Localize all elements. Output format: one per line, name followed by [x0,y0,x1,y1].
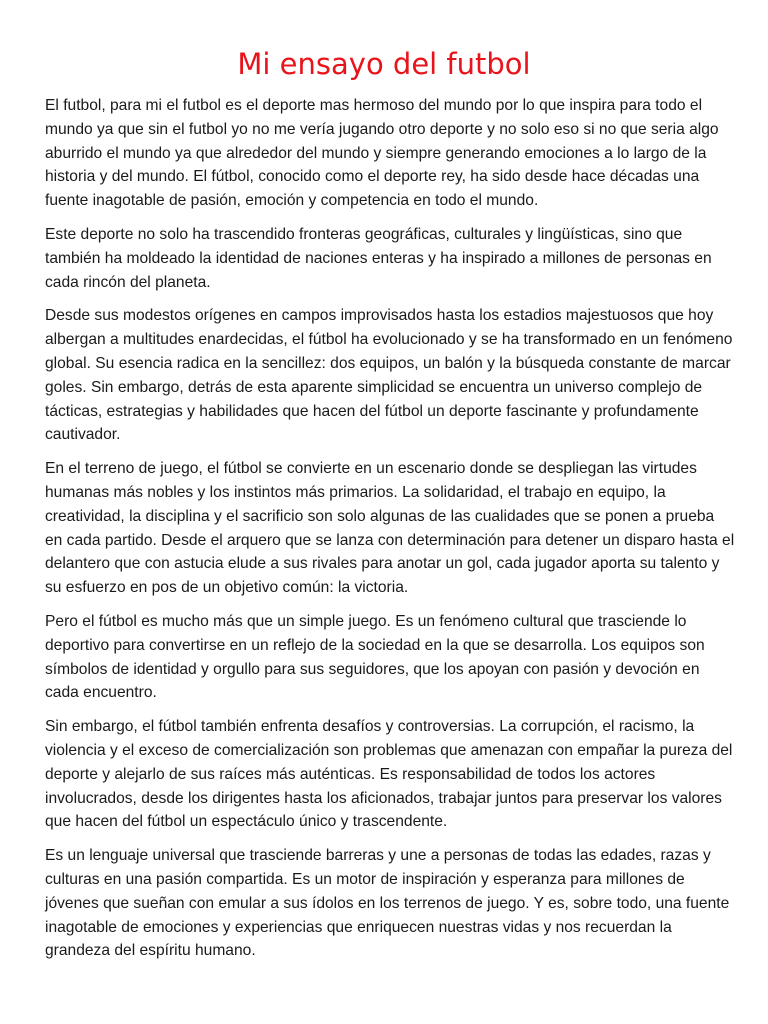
paragraph-4: En el terreno de juego, el fútbol se convierte en un escenario donde se despliegan las virtudes humanas más nobles y los instintos más primarios. La solidaridad, el trabajo en equipo, la creatividad, la disciplina y el sacrificio son solo algunas de las cualidades que se ponen a prueba en cada partido. Desde el arquero que se lanza con determinación para detener un disparo hasta el delantero que con astucia elude a sus rivales para anotar un gol, cada jugador aporta su talento y su esfuerzo en pos de un objetivo común: la victoria. [45,460,735,597]
paragraph-7: Es un lenguaje universal que trasciende barreras y une a personas de todas las edades, razas y culturas en una pasión compartida. Es un motor de inspiración y esperanza para millones de jóvenes que sueñan con emular a sus ídolos en los terrenos de juego. Y es, sobre todo, una fuente inagotable de emociones y experiencias que enriquecen nuestras vidas y nos recuerdan la grandeza del espíritu humano. [45,847,730,960]
document-body [45,94,735,973]
paragraph-5: Pero el fútbol es mucho más que un simple juego. Es un fenómeno cultural que trasciende lo deportivo para convertirse en un reflejo de la sociedad en la que se desarrolla. Los equipos son símbolos de identidad y orgullo para sus seguidores, que los apoyan con pasión y devoción en cada encuentro. [45,612,705,702]
paragraph-3: Desde sus modestos orígenes en campos improvisados hasta los estadios majestuosos que hoy albergan a multitudes enardecidas, el fútbol ha evolucionado y se ha transformado en un fenómeno global. Su esencia radica en la sencillez: dos equipos, un balón y la búsqueda constante de marcar goles. Sin embargo, detrás de esta aparente simplicidad se encuentra un universo complejo de tácticas, estrategias y habilidades que hacen del fútbol un deporte fascinante y profundamente cautivador. [45,307,733,444]
paragraph-1: El futbol, para mi el futbol es el deporte mas hermoso del mundo por lo que inspira para todo el mundo ya que sin el futbol yo no me vería jugando otro deporte y no solo eso si no que seria algo aburrido el mundo ya que alrededor del mundo y siempre generando emociones a lo largo de la historia y del mundo. El fútbol, conocido como el deporte rey, ha sido desde hace décadas una fuente inagotable de pasión, emoción y competencia en todo el mundo. [45,97,719,210]
document-title: Mi ensayo del futbol [237,47,531,81]
paragraph-6: Sin embargo, el fútbol también enfrenta desafíos y controversias. La corrupción, el racismo, la violencia y el exceso de comercialización son problemas que amenazan con empañar la pureza del deporte y alejarlo de sus raíces más auténticas. Es responsabilidad de todos los actores involucrados, desde los dirigentes hasta los aficionados, trabajar juntos para preservar los valores que hacen del fútbol un espectáculo único y trascendente. [45,718,733,831]
paragraph-2: Este deporte no solo ha trascendido fronteras geográficas, culturales y lingüísticas, sino que también ha moldeado la identidad de naciones enteras y ha inspirado a millones de personas en cada rincón del planeta. [45,225,712,291]
